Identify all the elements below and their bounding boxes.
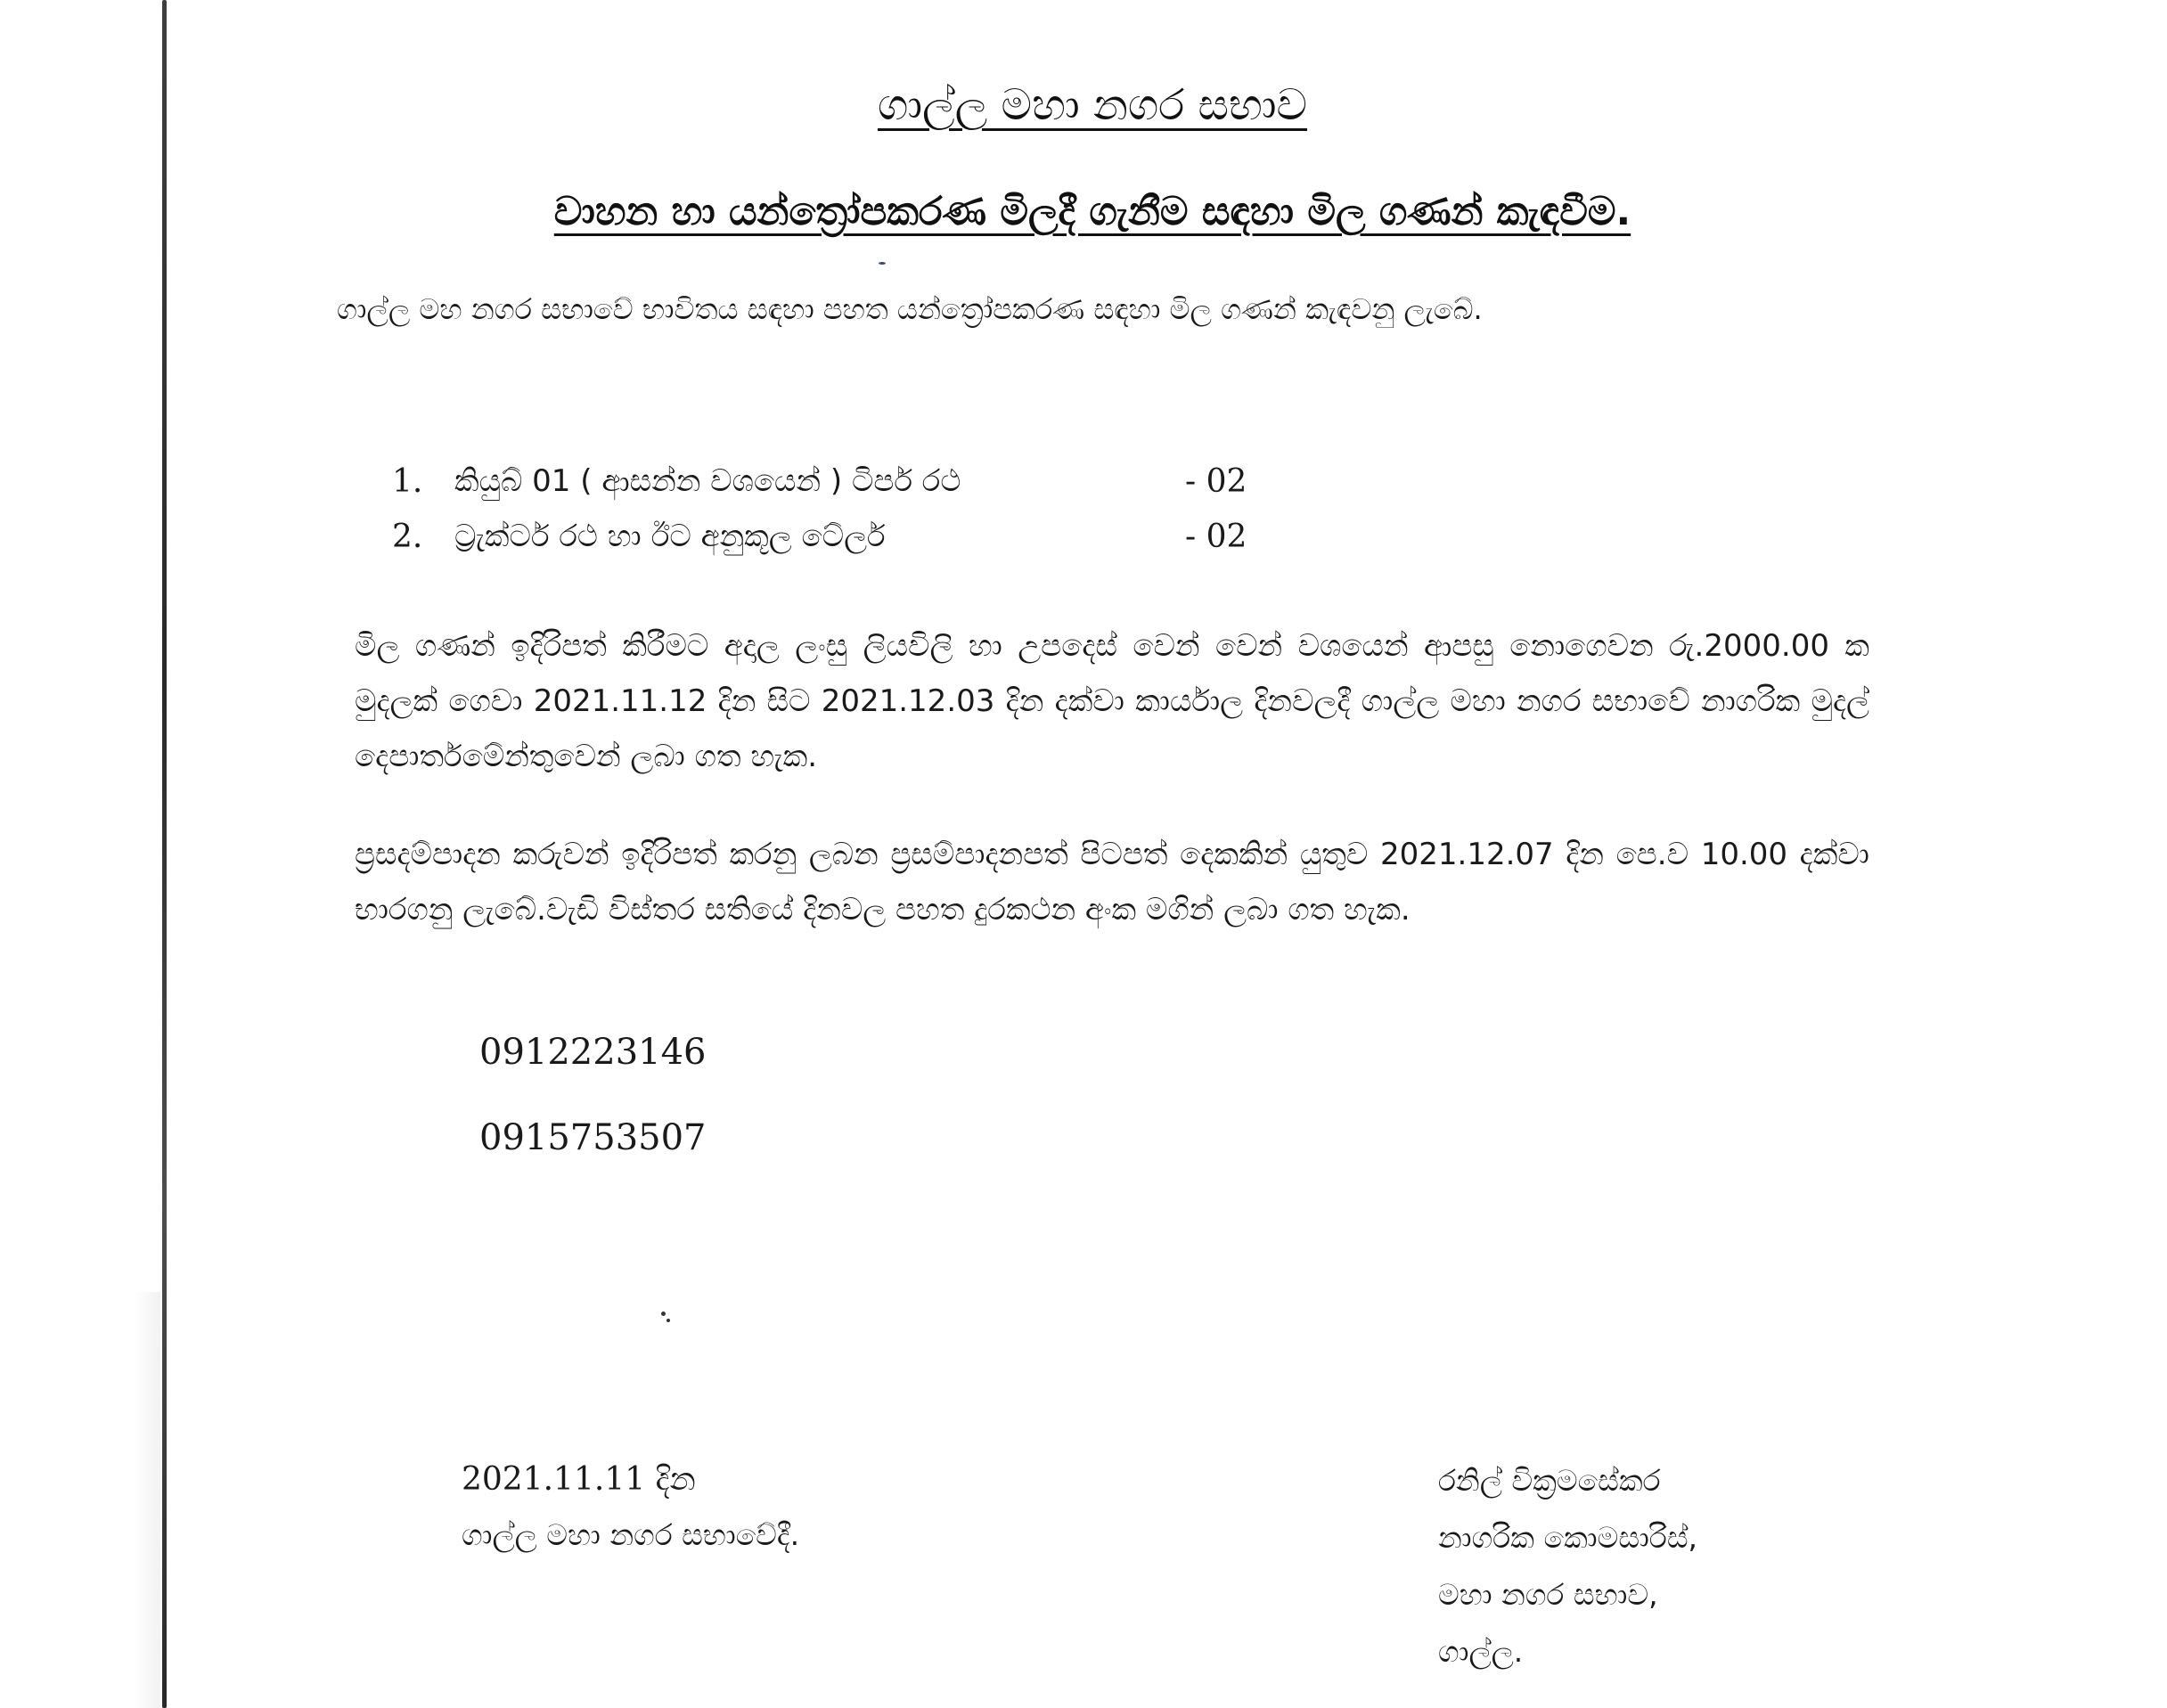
item-number: 2. [392, 519, 423, 555]
scan-speck [879, 262, 886, 265]
phone-number-1: 0912223146 [479, 1032, 707, 1073]
issue-place: ගාල්ල මහා නගර සභාවේදී. [462, 1517, 800, 1552]
item-description: කියුබ් 01 ( ආසන්න වශයෙන් ) ටිපර් රථ [454, 463, 961, 499]
document-title: ගාල්ල මහා නගර සභාව [877, 80, 1308, 130]
binding-edge-line [162, 0, 167, 1708]
footer-date-block [462, 1452, 799, 1563]
submission-paragraph: ප්‍රසදම්පාදන කරුවන් ඉදිරිපත් කරනු ලබන ප්‍රසම්පාදනපත් පිටපත් දෙකකින් යුතුව 2021.12.07 දින පෙ.ව 10.00 දක්වා භාරගනු ලැබේ.වැඩි විස්තර සතියේ දිනවල පහත දුරකථන අංක මගින් ලබා ගත හැක. [355, 837, 1869, 928]
signatory-office: මහා නගර සභාව, [1438, 1577, 1658, 1612]
signatory-block [1438, 1452, 1697, 1680]
phone-number-2: 0915753507 [479, 1117, 707, 1158]
intro-text: ගාල්ල මහ නගර සභාවේ භාවිතය සඳහා පහත යන්ත්‍රෝපකරණ සඳහා මිල ගණන් කැඳවනු ලැබේ. [337, 292, 1483, 326]
signatory-city: ගාල්ල. [1438, 1634, 1524, 1669]
tender-documents-paragraph: මිල ගණන් ඉදිරිපත් කිරීමට අදාල ලංසු ලියවිලි හා උපදෙස් වෙන් වෙන් වශයෙන් ආපසු නොගෙවන රු.2000.00 ක මුදලක් ගෙවා 2021.11.12 දින සිට 2021.12.03 දින දක්වා කාර්යාල දිනවලදී ගාල්ල මහා නගර සභාවේ නාගරික මුදල් දෙපාර්තමේන්තුවෙන් ලබා ගත හැක. [355, 628, 1869, 774]
item-quantity: - 02 [1185, 463, 1247, 500]
page-shadow [134, 1292, 160, 1708]
item-description: ට්‍රැක්ටර් රථ හා ඊට අනුකූල ටේලර් [454, 519, 886, 554]
scan-speck [666, 1319, 670, 1322]
signatory-name: රනිල් වික්‍රමසේකර [1438, 1463, 1661, 1498]
issue-date: 2021.11.11 දින [462, 1461, 696, 1498]
scan-speck [661, 1312, 666, 1316]
item-number: 1. [392, 463, 423, 500]
items-list [392, 463, 1283, 574]
list-item [392, 519, 1283, 574]
item-quantity: - 02 [1185, 519, 1247, 555]
document-subtitle: වාහන හා යන්ත්‍රෝපකරණ මිලදී ගැනීම සඳහා මිල ගණන් කැඳවීම. [553, 189, 1631, 234]
signatory-position: නාගරික කොමසාරිස්, [1438, 1520, 1698, 1555]
list-item [392, 463, 1283, 519]
